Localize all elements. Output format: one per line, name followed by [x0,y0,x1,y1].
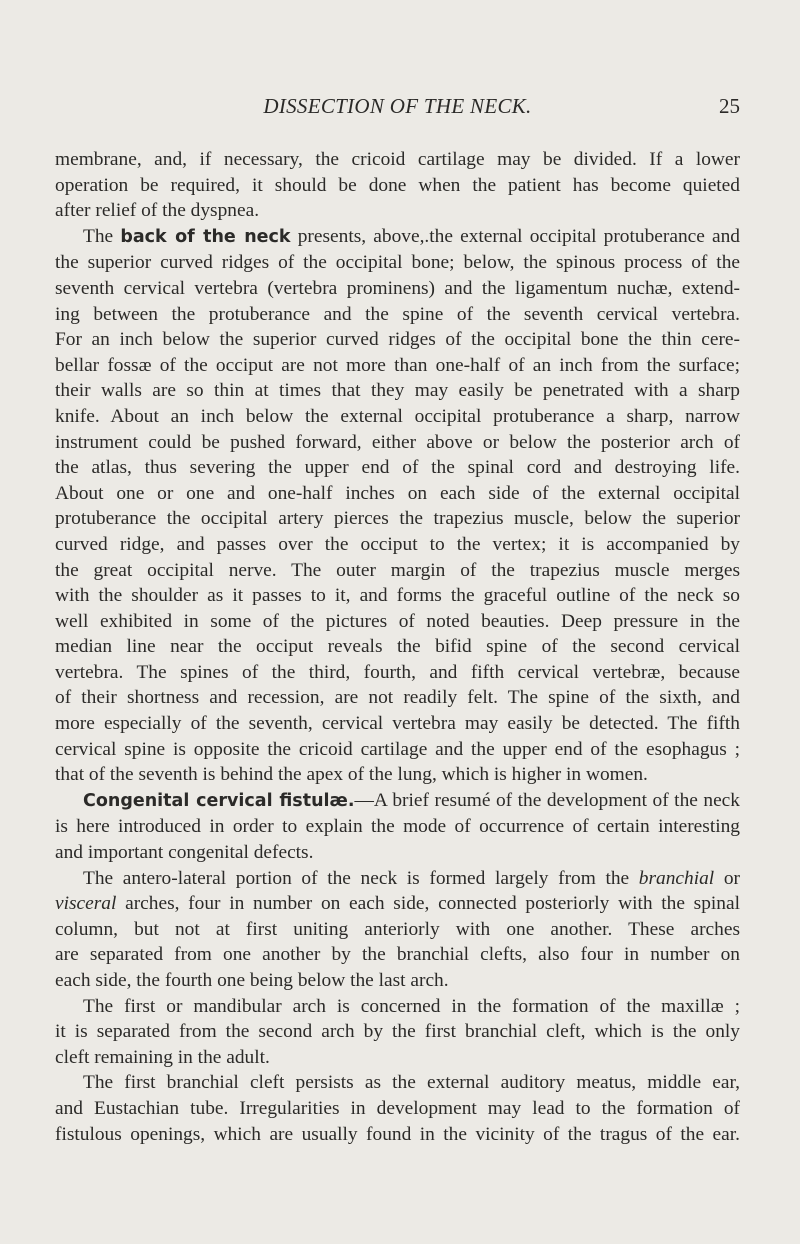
text-line [55,866,740,892]
text-line: are separated from one another by the branchial clefts, also four in number on [55,944,740,966]
text-line: of their shortness and recession, are not readily felt. The spine of the sixth, and [55,687,740,709]
text-line: instrument could be pushed forward, either above or below the posterior arch of [55,431,740,453]
text-line [55,788,740,815]
text-line: The first or mandibular arch is concerned in the formation of the maxillæ ; [83,995,740,1017]
text-line: About one or one and one-half inches on each side of the external occipital [55,482,740,504]
text-line: their walls are so thin at times that they may easily be penetrated with a sharp [55,380,740,402]
text-line: protuberance the occipital artery pierces the trapezius muscle, below the superior [55,508,740,530]
text-line: and Eustachian tube. Irregularities in development may lead to the formation of [55,1097,740,1119]
text-line: each side, the fourth one being below the last arch. [55,970,449,991]
section-heading: Congenital cervical fistulæ. [83,790,355,811]
emphasis-text: visceral [55,893,117,915]
text-line: curved ridge, and passes over the occiput to the vertex; it is accompanied by [55,533,740,555]
page-number: 25 [719,94,740,118]
text-run: —A brief resumé of the development of the neck [354,789,740,811]
text-line: well exhibited in some of the pictures of noted beauties. Deep pressure in the [55,610,740,632]
section-heading: back of the neck [120,226,291,247]
text-line: membrane, and, if necessary, the cricoid cartilage may be divided. If a lower [55,149,740,170]
paragraph [55,1070,740,1147]
text-run: presents, above,.the external occipital protuberance and [290,225,741,247]
body-text [55,147,740,1147]
text-line: seventh cervical vertebra (vertebra prominens) and the ligamentum nuchæ, extend- [55,277,740,299]
text-line: bellar fossæ of the occiput are not more than one-half of an inch from the surface; [55,354,740,376]
text-line [55,224,740,251]
text-line: median line near the occiput reveals the bifid spine of the second cervical [55,636,740,658]
lead-in-text: The [83,225,121,247]
text-line [55,891,740,917]
text-line: knife. About an inch below the external occipital protuberance a sharp, narrow [55,405,740,427]
text-line: the superior curved ridges of the occipital bone; below, the spinous process of the [55,252,740,274]
text-line: the atlas, thus severing the upper end of the spinal cord and destroying life. [55,457,740,479]
text-line: cleft remaining in the adult. [55,1046,270,1068]
text-line: more especially of the seventh, cervical vertebra may easily be detected. The fifth [55,713,740,735]
paragraph [55,147,740,224]
text-run: arches, four in number on each side, connected posteriorly with the spinal [116,893,740,915]
text-line: column, but not at first uniting anteriorly with one another. These arches [55,918,740,940]
text-line: fistulous openings, which are usually found in the vicinity of the tragus of the ear. [55,1123,740,1145]
text-line: after relief of the dyspnea. [55,200,260,222]
running-head: DISSECTION OF THE NECK. [263,94,532,118]
text-line: it is separated from the second arch by the first branchial cleft, which is the only [55,1021,740,1043]
paragraph [55,788,740,866]
text-line: For an inch below the superior curved ridges of the occipital bone the thin cere- [55,329,740,351]
text-line: that of the seventh is behind the apex of the lung, which is higher in women. [55,764,648,786]
text-line: the great occipital nerve. The outer margin of the trapezius muscle merges [55,559,740,581]
paragraph [55,866,740,994]
text-line: vertebra. The spines of the third, fourth, and fifth cervical vertebræ, because [55,661,740,683]
text-line: and important congenital defects. [55,842,314,864]
text-line: The first branchial cleft persists as the external auditory meatus, middle ear, [83,1072,740,1094]
paragraph [55,224,740,788]
text-line: ing between the protuberance and the spine of the seventh cervical vertebra. [55,303,740,325]
text-line: is here introduced in order to explain the mode of occurrence of certain interesting [55,816,740,838]
text-run: The antero-lateral portion of the neck is formed largely from the [83,867,639,889]
text-line: operation be required, it should be done when the patient has become quieted [55,174,740,196]
text-line: with the shoulder as it passes to it, and forms the graceful outline of the neck so [55,585,740,607]
text-line: cervical spine is opposite the cricoid cartilage and the upper end of the esophagus ; [55,738,740,760]
paragraph [55,994,740,1071]
text-run: or [714,867,740,889]
page-header [55,94,740,124]
emphasis-text: branchial [638,867,715,889]
